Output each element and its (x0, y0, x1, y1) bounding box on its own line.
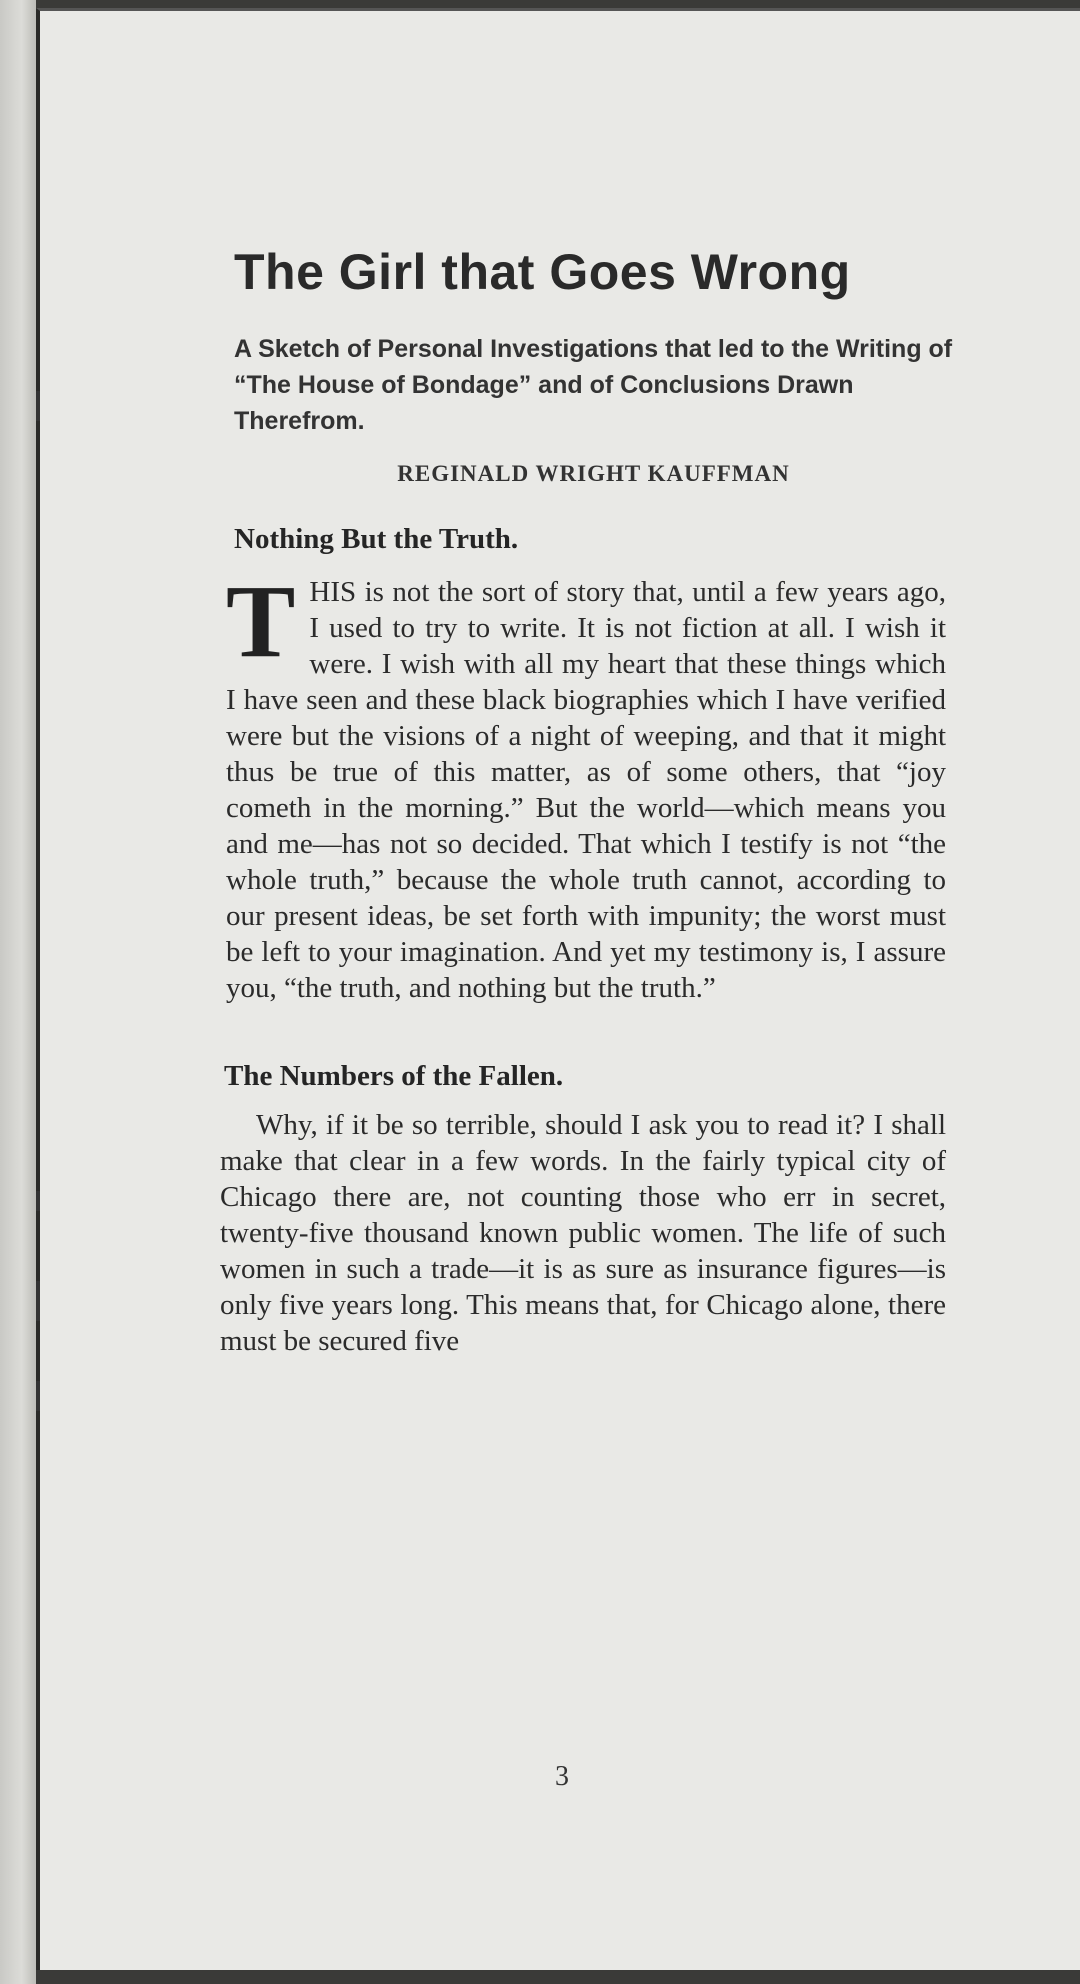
article-title: The Girl that Goes Wrong (234, 244, 851, 300)
paragraph: Why, if it be so terrible, should I ask you to read it? I shall make that clear in a few words. In the fairly typical city of Chicago there are, not counting those who err in secret, twenty-five thousand known public women. The life of such women in such a trade—it is as sure as insurance figures—is only five years long. This means that, for Chicago alone, there must be secured five (220, 1109, 946, 1357)
section-heading: Nothing But the Truth. (234, 523, 519, 555)
page-edge-mark (36, 391, 40, 421)
article (188, 243, 953, 1359)
paragraph (226, 564, 946, 1006)
drop-cap: T (226, 564, 296, 679)
page-edge-mark (36, 1281, 40, 1321)
paragraph-text: HIS is not the sort of story that, until a few years ago, I used to try to write. It is not fiction at all. I wish it were. I wish with all my heart that these things which I have seen and these black biographies which I have verified were but the visions of a night of weeping, and that it might thus be true of this matter, as of some others, that “joy cometh in the morning.” But the world—which means you and me—has not so decided. That which I testify is not “the whole truth,” because the whole truth cannot, according to our present ideas, be set forth with impunity; the worst must be left to your imagination. And yet my testimony is, I assure you, “the truth, and nothing but the truth.” (226, 576, 946, 1004)
article-subtitle: A Sketch of Personal Investigations that led to the Writing of “The House of Bondage” and of Conclusions Drawn Therefrom. (234, 335, 953, 435)
page-number: 3 (555, 1761, 569, 1792)
page-edge-mark (36, 1191, 40, 1211)
author-byline: REGINALD WRIGHT KAUFFMAN (397, 461, 790, 486)
page-edge-mark (36, 1381, 40, 1411)
section-heading: The Numbers of the Fallen. (224, 1060, 564, 1092)
book-page (36, 8, 1080, 1970)
book-spine (0, 0, 36, 1984)
